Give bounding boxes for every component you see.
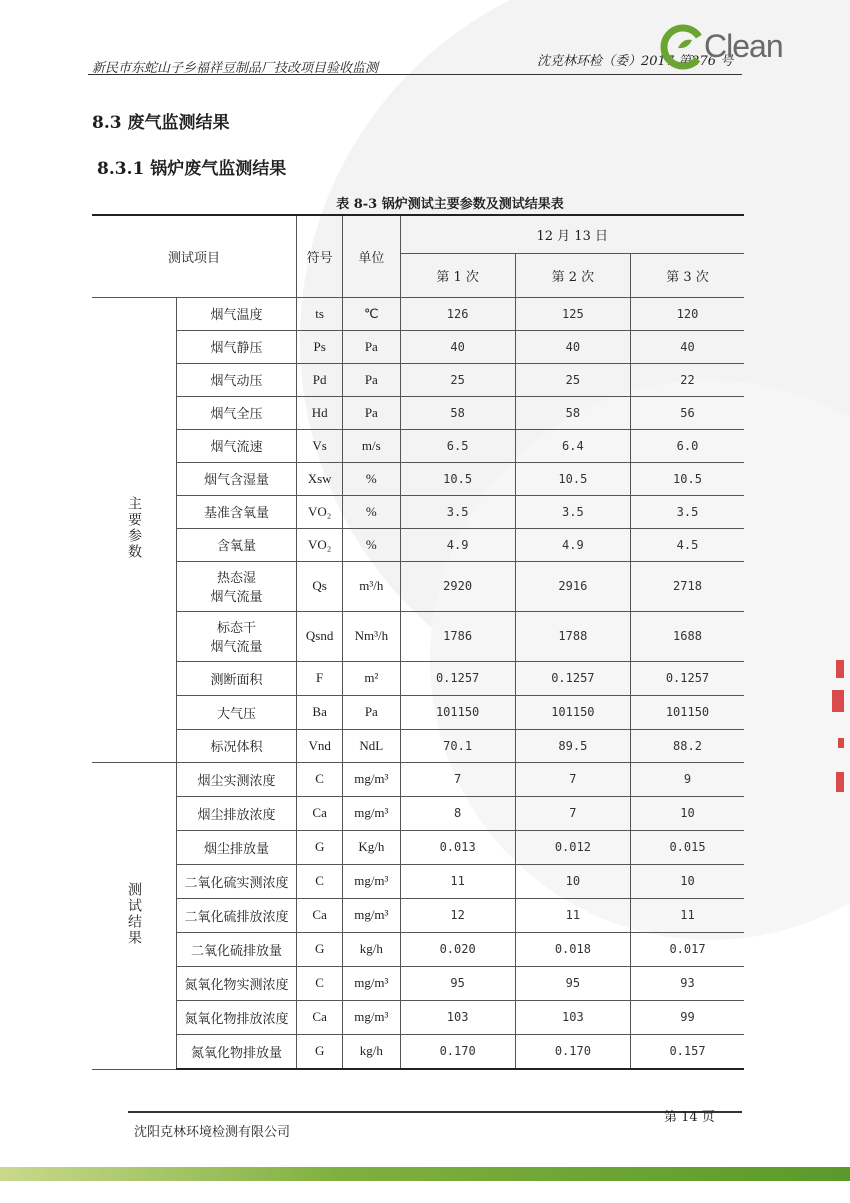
col-header-run-1: 第 1 次 <box>400 253 515 297</box>
value-run-2: 3.5 <box>515 495 630 528</box>
item-name: 测断面积 <box>177 661 297 695</box>
item-symbol: Vnd <box>297 729 343 762</box>
table-row <box>92 830 744 864</box>
group-label-results <box>92 762 177 1069</box>
item-symbol: G <box>297 1034 343 1069</box>
item-unit: % <box>343 528 400 561</box>
item-name: 氮氧化物排放浓度 <box>177 1000 297 1034</box>
value-run-3: 10 <box>631 796 745 830</box>
item-symbol: G <box>297 932 343 966</box>
value-run-1: 8 <box>400 796 515 830</box>
item-unit: Nm³/h <box>343 611 400 661</box>
table-row <box>92 1000 744 1034</box>
item-name: 烟气静压 <box>177 330 297 363</box>
item-unit: kg/h <box>343 932 400 966</box>
table-row <box>92 796 744 830</box>
value-run-2: 89.5 <box>515 729 630 762</box>
value-run-1: 6.5 <box>400 429 515 462</box>
item-unit: m² <box>343 661 400 695</box>
value-run-2: 58 <box>515 396 630 429</box>
table-row <box>92 611 744 661</box>
item-symbol: Ca <box>297 898 343 932</box>
item-unit: m/s <box>343 429 400 462</box>
item-name: 二氧化硫排放浓度 <box>177 898 297 932</box>
footer-divider <box>128 1111 742 1113</box>
item-name: 标态干 烟气流量 <box>177 611 297 661</box>
item-name: 标况体积 <box>177 729 297 762</box>
group-label-params <box>92 297 177 762</box>
value-run-2: 4.9 <box>515 528 630 561</box>
item-unit: Pa <box>343 695 400 729</box>
logo-c-icon <box>660 24 706 70</box>
item-unit: mg/m³ <box>343 796 400 830</box>
value-run-1: 10.5 <box>400 462 515 495</box>
item-name: 二氧化硫实测浓度 <box>177 864 297 898</box>
table-row <box>92 495 744 528</box>
value-run-2: 7 <box>515 796 630 830</box>
item-name: 烟气温度 <box>177 297 297 330</box>
item-name: 烟气流速 <box>177 429 297 462</box>
item-name: 热态湿 烟气流量 <box>177 561 297 611</box>
item-unit: Pa <box>343 330 400 363</box>
item-symbol: Hd <box>297 396 343 429</box>
table-row <box>92 729 744 762</box>
table-row <box>92 297 744 330</box>
value-run-3: 10.5 <box>631 462 745 495</box>
value-run-1: 101150 <box>400 695 515 729</box>
item-symbol: Vs <box>297 429 343 462</box>
value-run-3: 120 <box>631 297 745 330</box>
value-run-2: 6.4 <box>515 429 630 462</box>
item-name: 烟气动压 <box>177 363 297 396</box>
item-name: 基准含氧量 <box>177 495 297 528</box>
stamp-fragment <box>836 772 844 792</box>
col-header-unit: 单位 <box>343 215 400 297</box>
value-run-1: 1786 <box>400 611 515 661</box>
value-run-3: 10 <box>631 864 745 898</box>
group-label-text: 测试结果 <box>126 881 142 946</box>
value-run-2: 1788 <box>515 611 630 661</box>
item-name: 烟气全压 <box>177 396 297 429</box>
col-header-run-2: 第 2 次 <box>515 253 630 297</box>
table-row <box>92 898 744 932</box>
value-run-2: 0.012 <box>515 830 630 864</box>
item-symbol: F <box>297 661 343 695</box>
value-run-3: 3.5 <box>631 495 745 528</box>
table-row <box>92 1034 744 1069</box>
item-symbol: Qsnd <box>297 611 343 661</box>
item-unit: mg/m³ <box>343 966 400 1000</box>
col-header-run-3: 第 3 次 <box>631 253 745 297</box>
value-run-2: 0.1257 <box>515 661 630 695</box>
item-unit: kg/h <box>343 1034 400 1069</box>
table-row <box>92 864 744 898</box>
item-symbol: C <box>297 762 343 796</box>
value-run-3: 1688 <box>631 611 745 661</box>
value-run-1: 0.020 <box>400 932 515 966</box>
subsection-title: 8.3.1 锅炉废气监测结果 <box>97 159 287 179</box>
item-symbol: Ca <box>297 796 343 830</box>
table-caption-wrap <box>0 193 850 212</box>
value-run-1: 40 <box>400 330 515 363</box>
item-name: 烟尘实测浓度 <box>177 762 297 796</box>
value-run-2: 125 <box>515 297 630 330</box>
item-name: 烟尘排放量 <box>177 830 297 864</box>
item-unit: mg/m³ <box>343 762 400 796</box>
value-run-3: 6.0 <box>631 429 745 462</box>
clean-logo <box>660 22 810 72</box>
value-run-1: 0.013 <box>400 830 515 864</box>
value-run-1: 95 <box>400 966 515 1000</box>
item-unit: % <box>343 462 400 495</box>
col-header-symbol: 符号 <box>297 215 343 297</box>
table-header-row <box>92 215 744 253</box>
value-run-1: 3.5 <box>400 495 515 528</box>
item-symbol: Ps <box>297 330 343 363</box>
item-symbol: C <box>297 864 343 898</box>
header-divider <box>88 74 742 75</box>
value-run-1: 2920 <box>400 561 515 611</box>
table-row <box>92 429 744 462</box>
table-row <box>92 528 744 561</box>
table-body <box>92 215 744 1069</box>
item-name: 烟尘排放浓度 <box>177 796 297 830</box>
item-unit: ℃ <box>343 297 400 330</box>
value-run-2: 10.5 <box>515 462 630 495</box>
value-run-1: 25 <box>400 363 515 396</box>
table-row <box>92 762 744 796</box>
stamp-fragment <box>832 690 844 712</box>
section-title: 8.3 废气监测结果 <box>92 113 230 133</box>
value-run-3: 0.1257 <box>631 661 745 695</box>
footer-green-bar <box>0 1167 850 1181</box>
value-run-3: 0.015 <box>631 830 745 864</box>
boiler-emission-table <box>92 214 744 1070</box>
item-name: 大气压 <box>177 695 297 729</box>
item-unit: mg/m³ <box>343 1000 400 1034</box>
table-row <box>92 330 744 363</box>
item-symbol: VO₂ <box>297 528 343 561</box>
value-run-1: 11 <box>400 864 515 898</box>
item-unit: mg/m³ <box>343 898 400 932</box>
footer-company: 沈阳克林环境检测有限公司 <box>134 1125 291 1140</box>
item-unit: Pa <box>343 396 400 429</box>
col-header-date: 12 月 13 日 <box>400 215 744 253</box>
table-row <box>92 561 744 611</box>
item-name: 氮氧化物排放量 <box>177 1034 297 1069</box>
item-symbol: VO₂ <box>297 495 343 528</box>
value-run-1: 0.170 <box>400 1034 515 1069</box>
item-unit: mg/m³ <box>343 864 400 898</box>
item-unit: NdL <box>343 729 400 762</box>
value-run-2: 40 <box>515 330 630 363</box>
value-run-3: 0.017 <box>631 932 745 966</box>
value-run-2: 2916 <box>515 561 630 611</box>
value-run-1: 70.1 <box>400 729 515 762</box>
item-symbol: ts <box>297 297 343 330</box>
value-run-2: 0.170 <box>515 1034 630 1069</box>
item-unit: m³/h <box>343 561 400 611</box>
header-project-title: 新民市东蛇山子乡福祥豆制品厂技改项目验收监测 <box>92 61 379 76</box>
value-run-3: 2718 <box>631 561 745 611</box>
value-run-3: 9 <box>631 762 745 796</box>
value-run-2: 101150 <box>515 695 630 729</box>
group-label-text: 主要参数 <box>126 495 142 560</box>
value-run-3: 4.5 <box>631 528 745 561</box>
item-unit: % <box>343 495 400 528</box>
col-header-item: 测试项目 <box>92 215 297 297</box>
value-run-3: 93 <box>631 966 745 1000</box>
value-run-1: 58 <box>400 396 515 429</box>
stamp-fragment <box>836 660 844 678</box>
table-row <box>92 932 744 966</box>
item-symbol: Qs <box>297 561 343 611</box>
table-row <box>92 695 744 729</box>
value-run-3: 11 <box>631 898 745 932</box>
item-unit: Pa <box>343 363 400 396</box>
footer-page-number: 第 14 页 <box>664 1110 715 1125</box>
value-run-3: 22 <box>631 363 745 396</box>
item-unit: Kg/h <box>343 830 400 864</box>
item-name: 氮氧化物实测浓度 <box>177 966 297 1000</box>
item-symbol: Ca <box>297 1000 343 1034</box>
value-run-3: 0.157 <box>631 1034 745 1069</box>
table-row <box>92 966 744 1000</box>
value-run-3: 99 <box>631 1000 745 1034</box>
stamp-fragment <box>838 738 844 748</box>
value-run-2: 0.018 <box>515 932 630 966</box>
item-name: 含氧量 <box>177 528 297 561</box>
value-run-3: 40 <box>631 330 745 363</box>
table-row <box>92 462 744 495</box>
value-run-3: 101150 <box>631 695 745 729</box>
item-symbol: Ba <box>297 695 343 729</box>
header-report-number: 沈克林环检（委）2017 第276 号 <box>537 54 734 69</box>
value-run-2: 25 <box>515 363 630 396</box>
item-symbol: C <box>297 966 343 1000</box>
value-run-3: 88.2 <box>631 729 745 762</box>
value-run-2: 7 <box>515 762 630 796</box>
table-row <box>92 661 744 695</box>
item-symbol: Xsw <box>297 462 343 495</box>
item-name: 二氧化硫排放量 <box>177 932 297 966</box>
item-name: 烟气含湿量 <box>177 462 297 495</box>
value-run-1: 103 <box>400 1000 515 1034</box>
value-run-1: 0.1257 <box>400 661 515 695</box>
value-run-2: 10 <box>515 864 630 898</box>
value-run-1: 12 <box>400 898 515 932</box>
value-run-2: 95 <box>515 966 630 1000</box>
logo-wordmark: Clean <box>704 28 783 64</box>
value-run-1: 7 <box>400 762 515 796</box>
item-symbol: G <box>297 830 343 864</box>
table-row <box>92 396 744 429</box>
value-run-1: 4.9 <box>400 528 515 561</box>
value-run-3: 56 <box>631 396 745 429</box>
table-row <box>92 363 744 396</box>
item-symbol: Pd <box>297 363 343 396</box>
table-caption: 表 8-3 锅炉测试主要参数及测试结果表 <box>336 197 564 212</box>
value-run-1: 126 <box>400 297 515 330</box>
value-run-2: 103 <box>515 1000 630 1034</box>
value-run-2: 11 <box>515 898 630 932</box>
